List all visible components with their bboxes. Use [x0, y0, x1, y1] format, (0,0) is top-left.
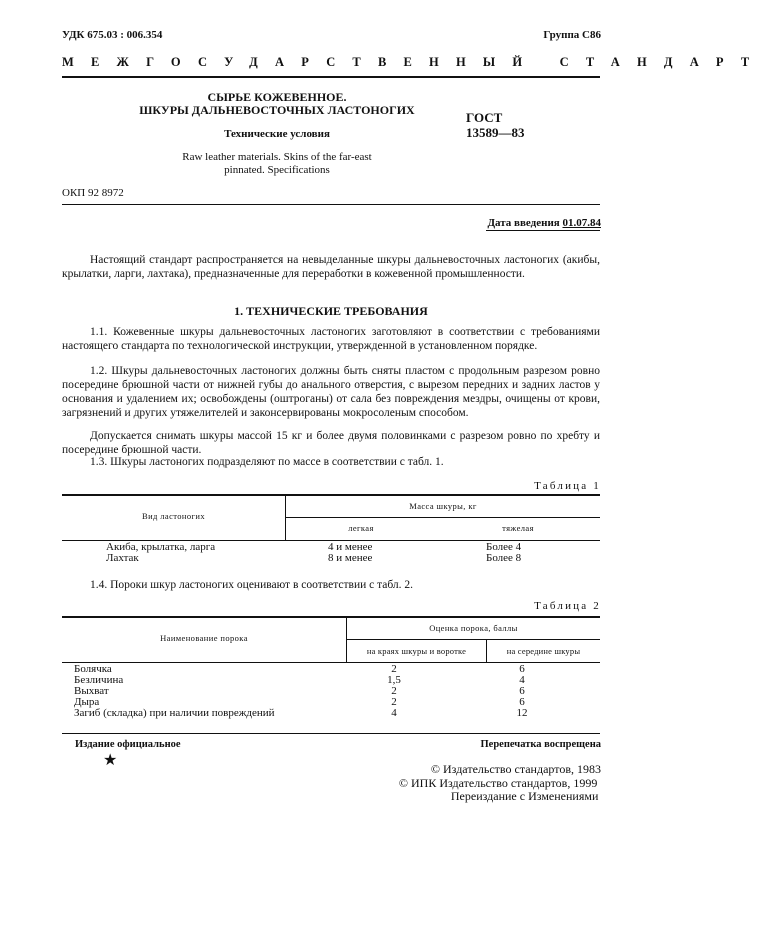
table-1-header-mass: Масса шкуры, кг: [409, 501, 477, 511]
reprint-prohibited: Перепечатка воспрещена: [480, 739, 601, 750]
intro-date: [487, 217, 601, 230]
table-1-heavy: Более 4: [486, 541, 522, 553]
table-2-edges-score: 2: [391, 663, 397, 675]
copyright-block: [399, 763, 601, 804]
gost-label: ГОСТ: [466, 110, 503, 125]
clause-1-1: 1.1. Кожевенные шкуры дальневосточных ластоногих заготовляют в соответствии с требованиями настоящего стандарта по технологической инструкции, утвержденной в установленном порядке.: [62, 326, 600, 353]
clause-1-2-allowance: Допускается снимать шкуры массой 15 кг и более двумя половинками с разрезом ровно по хребту и посередине брюшной части.: [62, 430, 600, 457]
footer-rule: [62, 733, 600, 734]
table-1-header-heavy: тяжелая: [502, 523, 534, 533]
table-2-caption: Таблица 2: [534, 600, 601, 612]
table-1-species: Акиба, крылатка, ларга: [106, 541, 216, 553]
intro-date-rule: [486, 230, 600, 231]
table-1-species: Лахтак: [106, 552, 139, 564]
table-2-middle-score: 6: [519, 685, 525, 697]
table-1-light: 4 и менее: [328, 541, 373, 553]
header-rule: [62, 76, 600, 78]
english-title: [62, 151, 492, 177]
table-2-defect-name: Выхват: [74, 685, 109, 697]
table-1: [62, 494, 600, 566]
english-title-line-2: pinnated. Specifications: [224, 164, 330, 176]
table-2: [62, 616, 600, 724]
title-line-2: ШКУРЫ ДАЛЬНЕВОСТОЧНЫХ ЛАСТОНОГИХ: [139, 103, 415, 117]
table-2-edges-score: 1,5: [387, 674, 401, 686]
udk-code: УДК 675.03 : 006.354: [62, 29, 163, 41]
star-icon: ★: [103, 752, 118, 769]
reissue-note: Переиздание с Изменениями: [450, 789, 599, 803]
title-line-1: СЫРЬЕ КОЖЕВЕННОЕ.: [207, 90, 347, 104]
table-1-top-rule: [62, 494, 600, 496]
gost-number: 13589—83: [466, 125, 525, 140]
intro-paragraph: Настоящий стандарт распространяется на невыделанные шкуры дальневосточных ластоногих (акибы, крылатки, ларги, лахтака), предназначенные для переработки в кожевенной промышленности.: [62, 254, 600, 281]
table-2-header-score: Оценка порока, баллы: [429, 623, 518, 633]
english-title-line-1: Raw leather materials. Skins of the far-east: [182, 151, 372, 163]
title-rule: [62, 204, 600, 205]
table-2-middle-score: 6: [519, 696, 525, 708]
table-1-sub-rule: [286, 517, 600, 518]
intro-date-label: Дата введения: [487, 217, 560, 229]
interstate-standard-banner: МЕЖГОСУДАРСТВЕННЫЙ СТАНДАРТ: [62, 55, 766, 69]
table-2-defect-name: Болячка: [74, 663, 112, 675]
clause-1-3: 1.3. Шкуры ластоногих подразделяют по массе в соответствии с табл. 1.: [90, 456, 444, 468]
clause-1-2: 1.2. Шкуры дальневосточных ластоногих должны быть сняты пластом с продольным разрезом ровно посередине брюшной части от нижней губы до анального отверстия, с вырезом передних и задних ластов у основания и удалением их; освобождены (оштроганы) от сала без повреждения мездры, очищены от крови, загрязнений и других утяжелителей и законсервированы мокросоленым способом.: [62, 365, 600, 420]
table-2-top-rule: [62, 616, 600, 618]
table-2-edges-score: 4: [391, 707, 397, 719]
table-1-header-light: легкая: [348, 523, 374, 533]
table-2-sub-rule: [347, 639, 600, 640]
clause-1-4: 1.4. Пороки шкур ластоногих оценивают в соответствии с табл. 2.: [90, 579, 414, 591]
intro-date-value: 01.07.84: [562, 217, 601, 229]
table-1-caption: Таблица 1: [534, 480, 601, 492]
table-1-heavy: Более 8: [486, 552, 522, 564]
copyright-1983: © Издательство стандартов, 1983: [430, 762, 601, 776]
copyright-1999: © ИПК Издательство стандартов, 1999: [398, 775, 598, 790]
group-code: Группа С86: [543, 29, 601, 41]
title-block: [62, 91, 492, 117]
table-2-middle-score: 6: [519, 663, 525, 675]
table-2-middle-score: 12: [516, 707, 528, 719]
table-2-defect-name: Загиб (складка) при наличии повреждений: [74, 707, 275, 719]
table-2-defect-name: Безличина: [74, 674, 124, 686]
okp-code: ОКП 92 8972: [62, 187, 124, 199]
official-edition: Издание официальное: [75, 739, 181, 750]
table-1-light: 8 и менее: [328, 552, 373, 564]
table-2-header-edges: на краях шкуры и воротке: [366, 646, 467, 656]
table-2-edges-score: 2: [391, 685, 397, 697]
table-2-middle-score: 4: [519, 674, 525, 686]
gost-designation: [466, 110, 525, 140]
table-2-header-middle: на середине шкуры: [506, 646, 581, 656]
section-1-heading: 1. ТЕХНИЧЕСКИЕ ТРЕБОВАНИЯ: [234, 304, 428, 318]
table-2-edges-score: 2: [391, 696, 397, 708]
table-1-header-species: Вид ластоногих: [142, 511, 205, 521]
table-2-header-defect: Наименование порока: [160, 633, 248, 643]
subtitle: Технические условия: [224, 128, 330, 140]
table-2-defect-name: Дыра: [74, 696, 100, 708]
